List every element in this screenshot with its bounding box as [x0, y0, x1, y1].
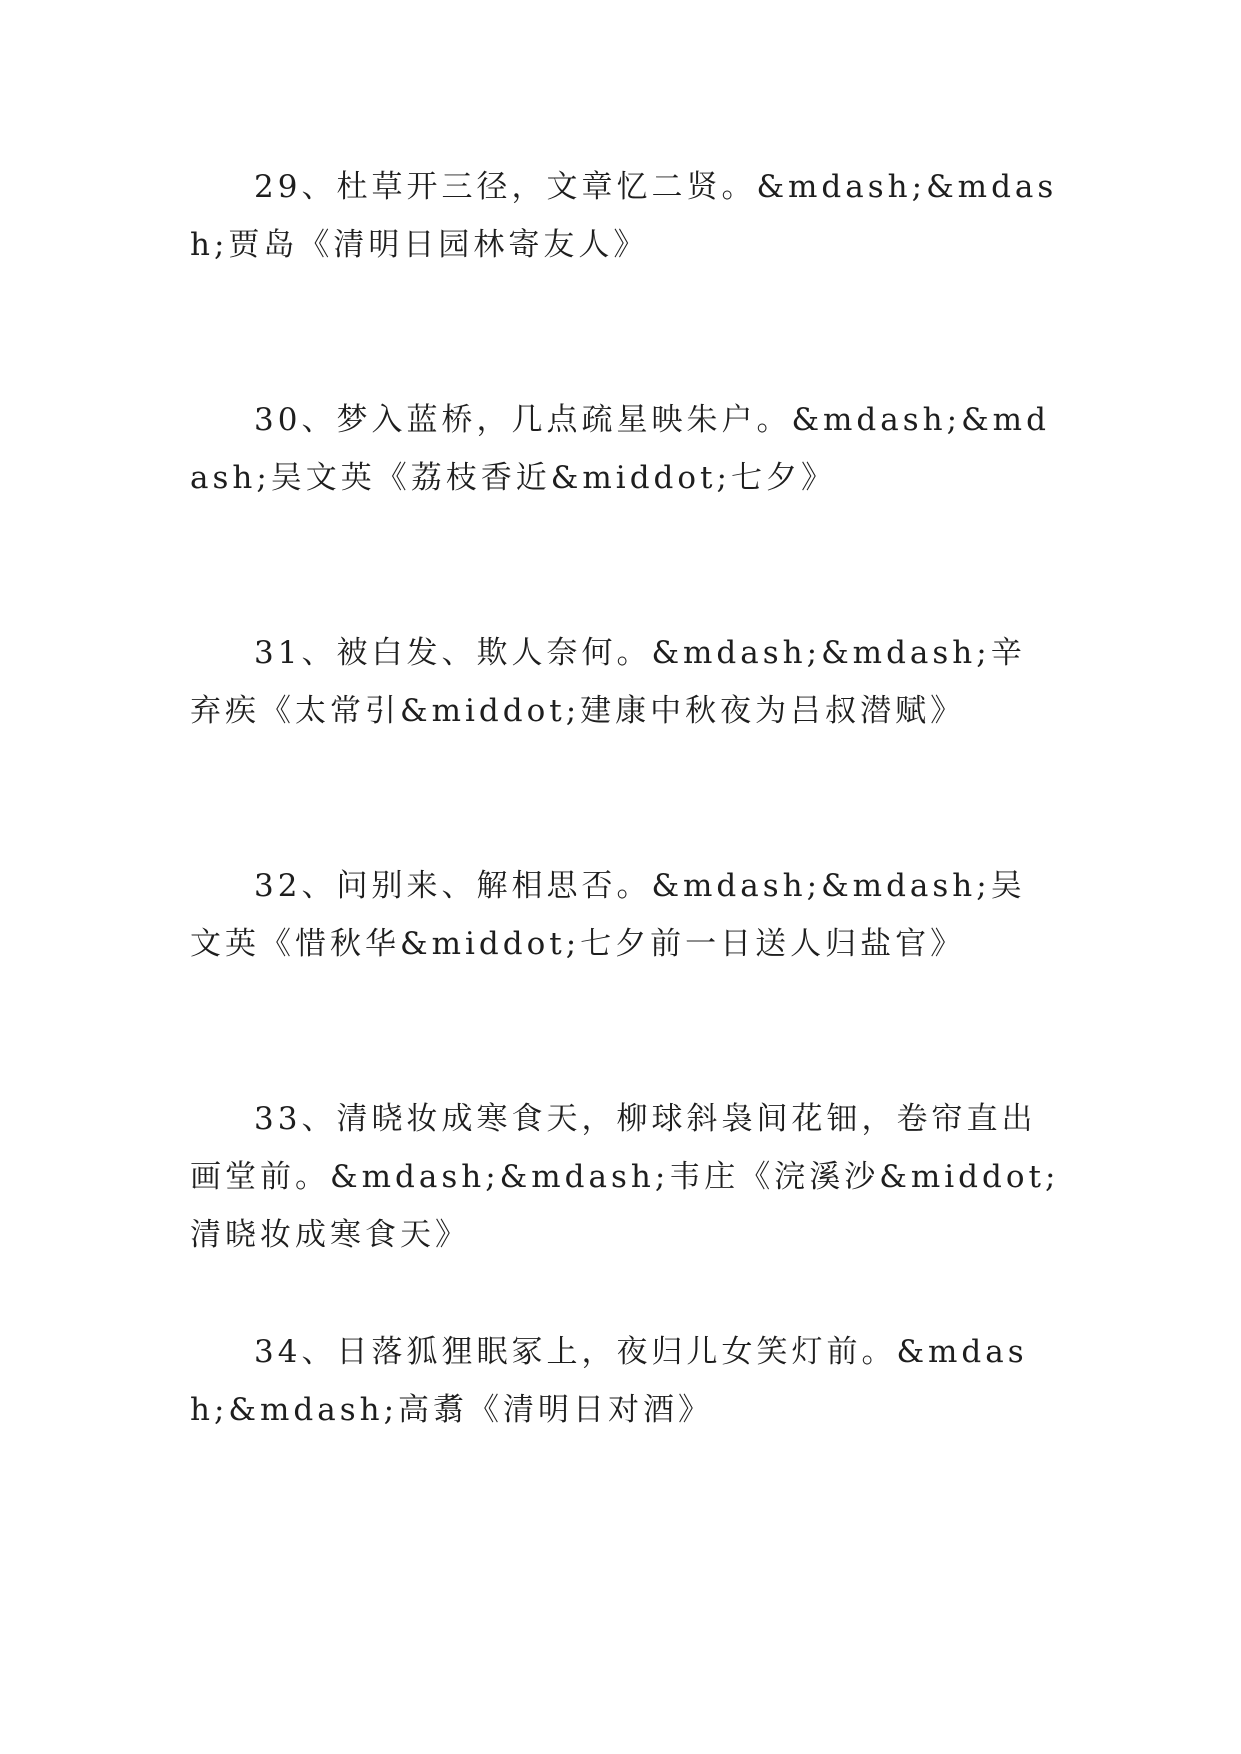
quote-paragraph-30: 30、梦入蓝桥，几点疏星映朱户。&mdash;&mdash;吴文英《荔枝香近&middot;七夕》: [190, 402, 1050, 496]
quote-paragraph-34: 34、日落狐狸眠冢上，夜归儿女笑灯前。&mdash;&mdash;高翥《清明日对酒》: [190, 1334, 1028, 1428]
quote-paragraph-33: 33、清晓妆成寒食天，柳球斜袅间花钿，卷帘直出画堂前。&mdash;&mdash;韦庄《浣溪沙&middot;清晓妆成寒食天》: [190, 1101, 1060, 1253]
quote-paragraph-29: 29、杜草开三径，文章忆二贤。&mdash;&mdash;贾岛《清明日园林寄友人》: [190, 169, 1058, 263]
quote-paragraph-32: 32、问别来、解相思否。&mdash;&mdash;吴文英《惜秋华&middot;七夕前一日送人归盐官》: [190, 868, 1026, 962]
quote-paragraph-31: 31、被白发、欺人奈何。&mdash;&mdash;辛弃疾《太常引&middot;建康中秋夜为吕叔潜赋》: [190, 635, 1026, 729]
